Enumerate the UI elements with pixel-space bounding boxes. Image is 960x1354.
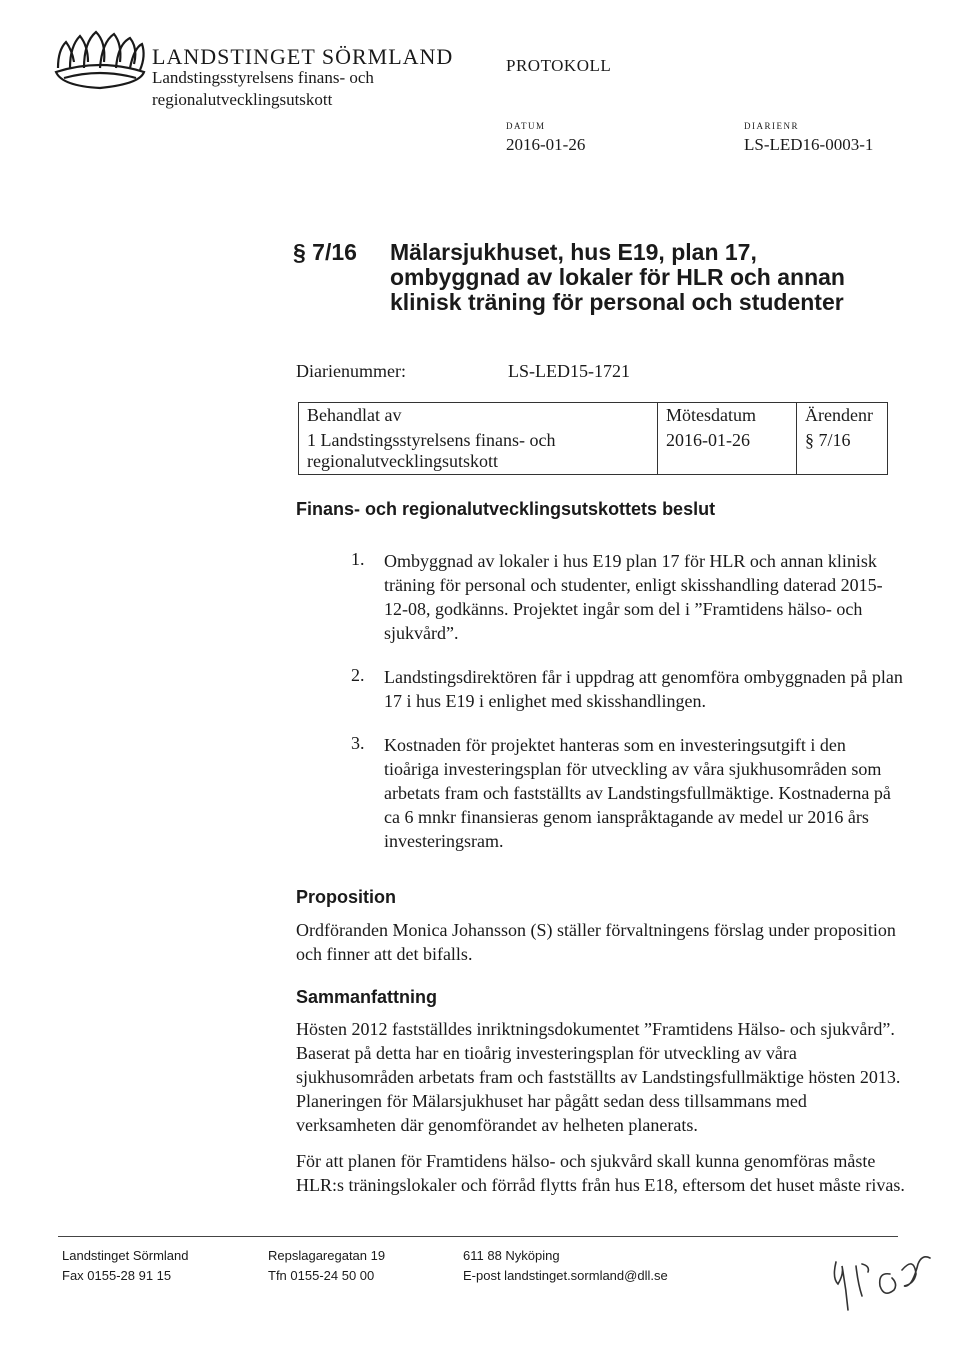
crown-logo-icon [52,28,148,96]
cell-body-line2: regionalutvecklingsutskott [307,451,498,471]
registry-number-value: LS-LED16-0003-1 [744,135,874,154]
header-meeting-date: Mötesdatum [658,403,797,429]
registry-number-label: DIARIENR [744,121,799,131]
cell-date: 2016-01-26 [658,428,797,475]
handled-by-table [298,402,888,475]
diarienummer-value: LS-LED15-1721 [508,361,630,381]
footer-email: E-post landstinget.sormland@dll.se [463,1268,668,1283]
summary-paragraph-2: För att planen för Framtidens hälso- och sjukvård skall kunna genomföras måste HLR:s träningslokaler och förråd flytts från hus E18, eftersom det huset måste rivas. [296,1151,905,1195]
organization-subtitle-line1: Landstingsstyrelsens finans- och [152,68,374,87]
decision-heading: Finans- och regionalutvecklingsutskottets beslut [296,499,716,519]
document-type: PROTOKOLL [506,56,612,75]
footer-phone: Tfn 0155-24 50 00 [268,1268,375,1283]
table-header-row [299,403,888,429]
footer-fax: Fax 0155-28 91 15 [62,1268,172,1283]
proposition-heading: Proposition [296,887,396,907]
table-row [299,428,888,475]
summary-heading: Sammanfattning [296,987,438,1007]
decision-2-number: 2. [351,665,365,685]
decision-1-text: Ombyggnad av lokaler i hus E19 plan 17 för HLR och annan klinisk träning för personal och studenter, enligt skisshandling daterad 2015-12-08, godkänns. Projektet ingår som del i ”Framtidens hälso- och sjukvård”. [384,551,883,643]
paragraph-number: § 7/16 [293,239,357,265]
cell-body-line1: 1 Landstingsstyrelsens finans- och [307,430,556,450]
cell-body [299,428,658,475]
footer-divider [58,1236,898,1237]
header-handled-by: Behandlat av [299,403,658,429]
proposition-text: Ordföranden Monica Johansson (S) ställer förvaltningens förslag under proposition och finner att det bifalls. [296,920,896,964]
decision-1-number: 1. [351,549,365,569]
title-line-3: klinisk träning för personal och studenter [390,289,844,315]
organization-subtitle-line2: regionalutvecklingsutskott [152,90,333,109]
organization-name: LANDSTINGET SÖRMLAND [152,44,454,69]
footer-street-address: Repslagaregatan 19 [268,1248,386,1263]
footer-postal-address: 611 88 Nyköping [463,1248,560,1263]
decision-3-text: Kostnaden för projektet hanteras som en investeringsutgift i den tioåriga investeringsplan för utveckling av våra sjukhusområden som arbetats fram och fastställts av Landstingsfullmäktige. Kostnaderna på ca 6 mnkr finansieras genom ianspråktagande av medel ur 2016 års investeringsram. [384,735,891,851]
date-label: DATUM [506,121,546,131]
cell-case: § 7/16 [797,428,888,475]
handwritten-signature [818,1244,938,1314]
title-line-1: Mälarsjukhuset, hus E19, plan 17, [390,239,757,265]
date-value: 2016-01-26 [506,135,586,154]
decision-2-text: Landstingsdirektören får i uppdrag att genomföra ombyggnaden på plan 17 i hus E19 i enlighet med skisshandlingen. [384,667,903,711]
decision-3-number: 3. [351,733,365,753]
header-case-number: Ärendenr [797,403,888,429]
footer-organization: Landstinget Sörmland [62,1248,189,1263]
summary-paragraph-1: Hösten 2012 fastställdes inriktningsdokumentet ”Framtidens Hälso- och sjukvård”. Baserat på detta har en tioårig investeringsplan för utveckling av våra sjukhusområden arbetats fram och fastställts av Landstingsfullmäktige hösten 2013. Planeringen för Mälarsjukhuset har pågått sedan dess tillsammans med verksamheten där genomförandet av helheten planerats. [296,1019,901,1135]
diarienummer-label: Diarienummer: [296,361,406,381]
title-line-2: ombyggnad av lokaler för HLR och annan [390,264,845,290]
